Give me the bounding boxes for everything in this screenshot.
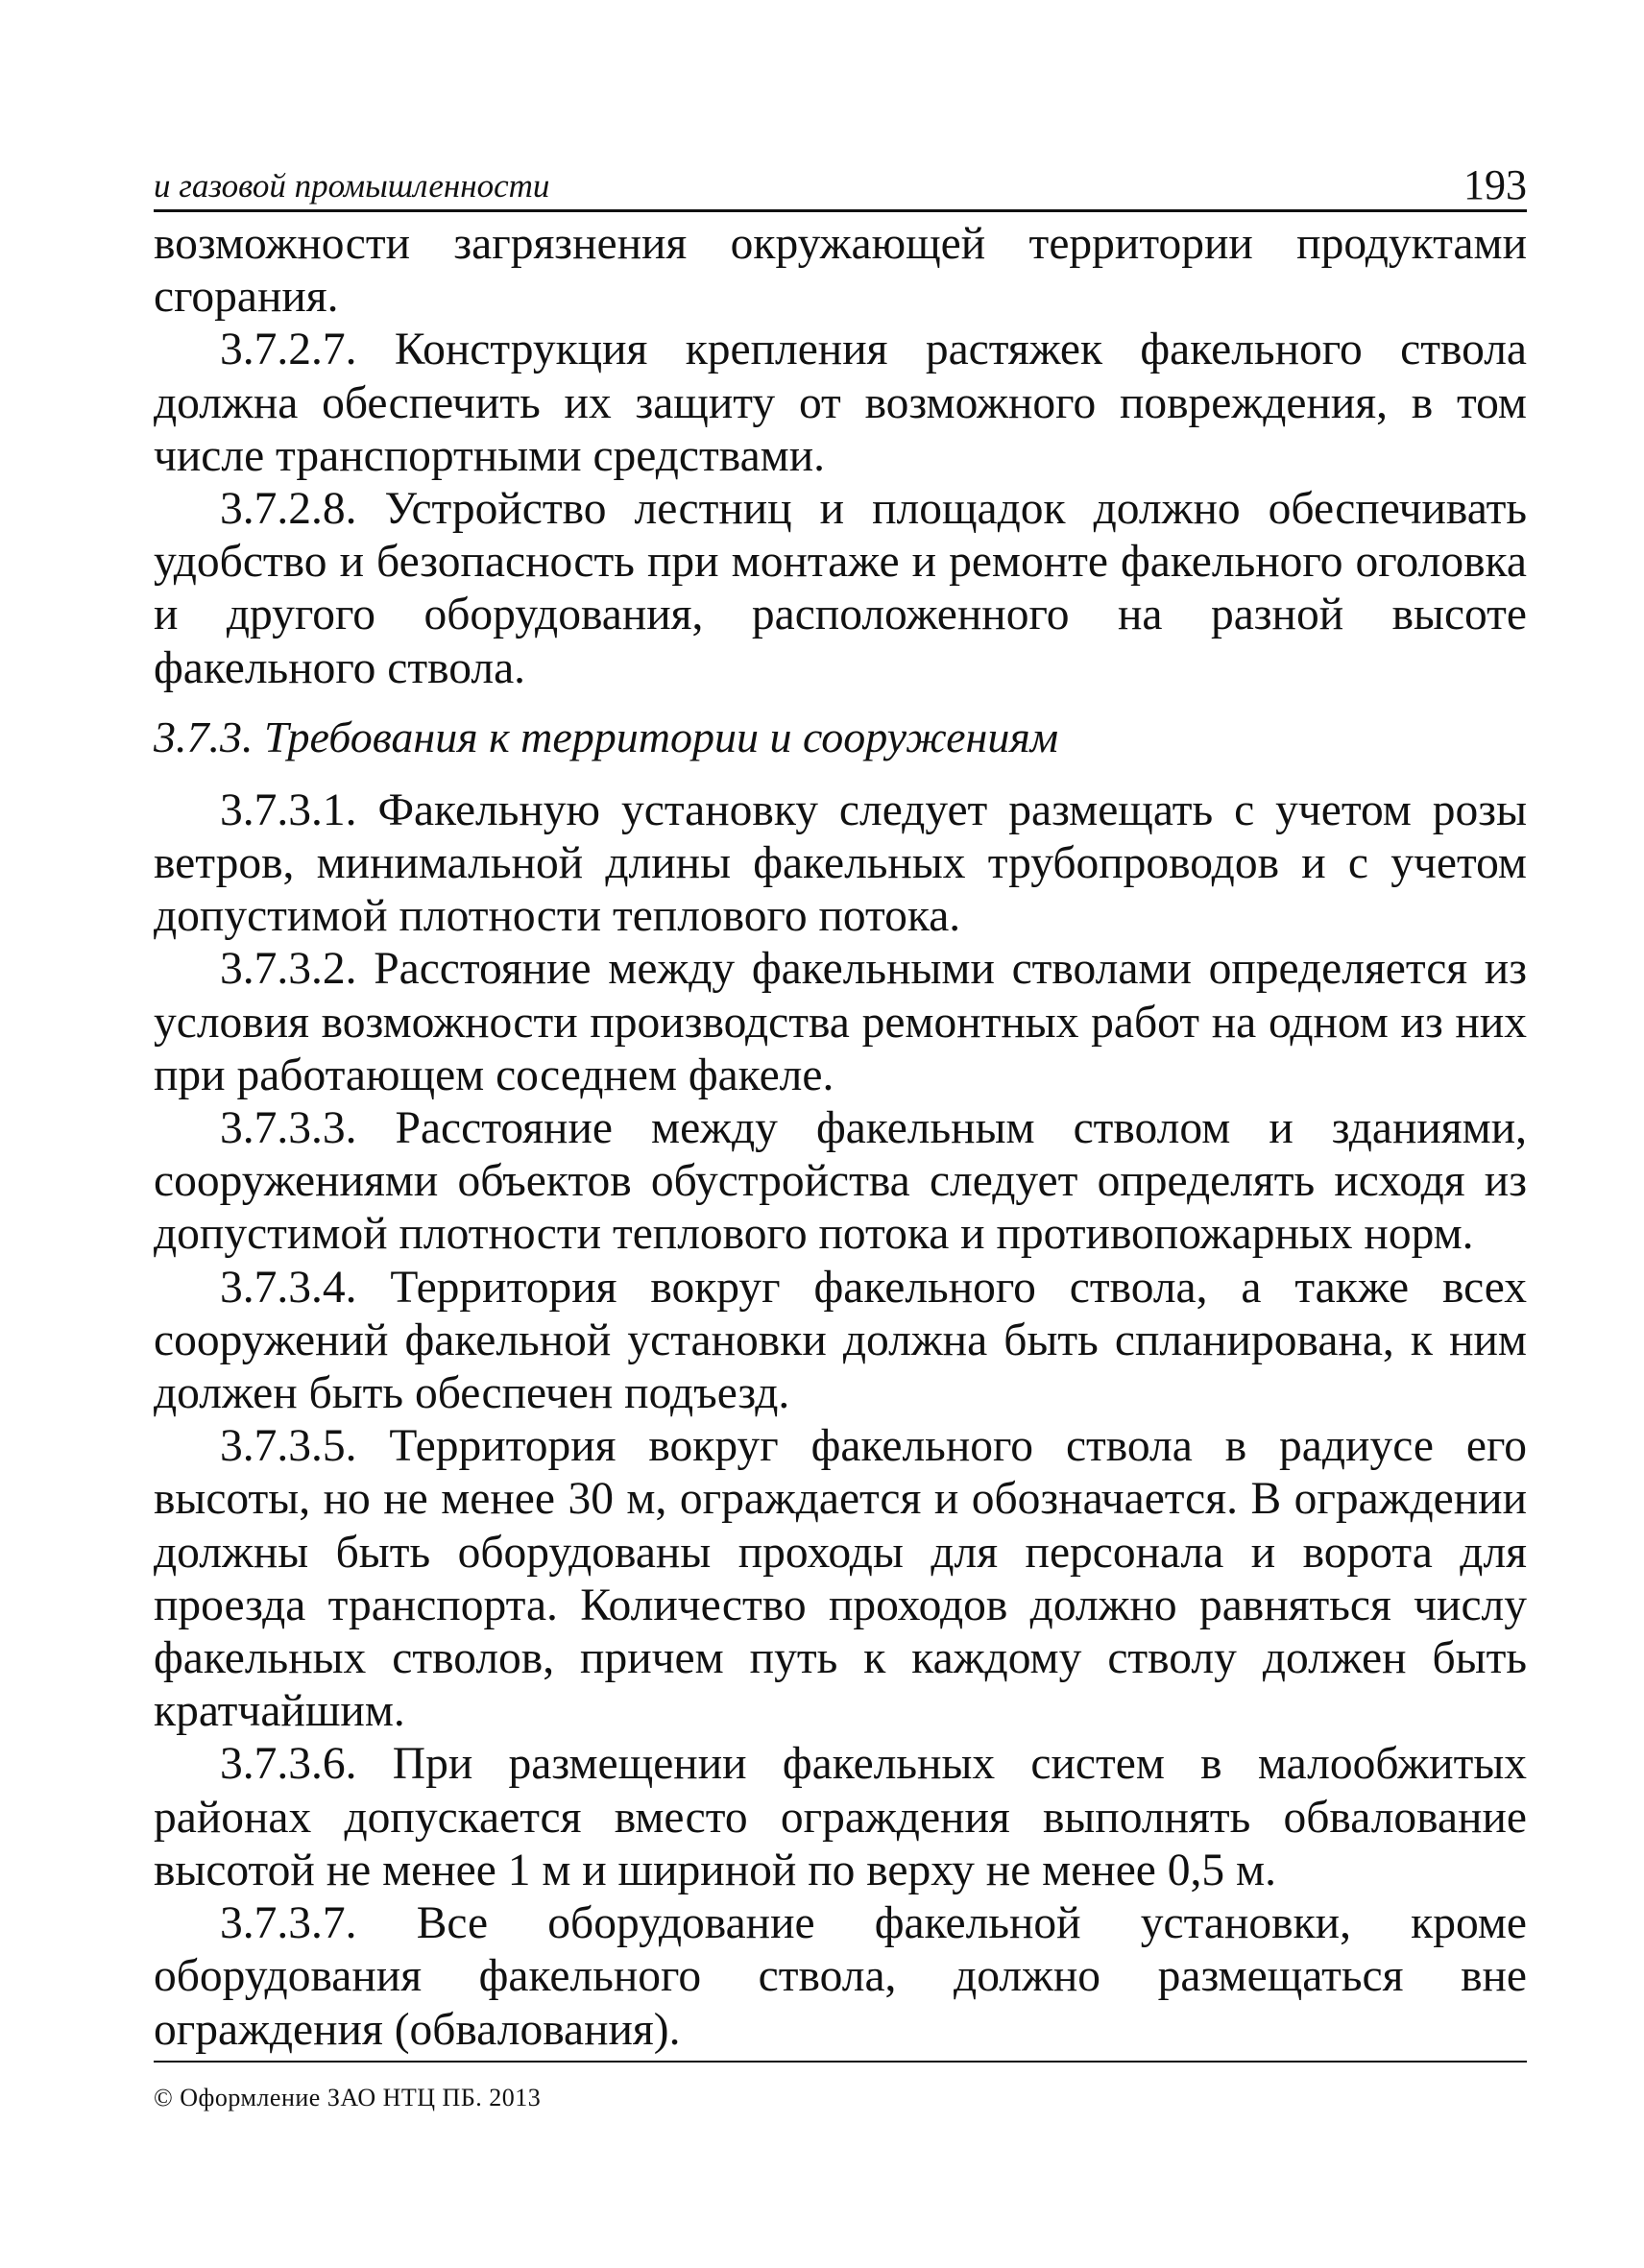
paragraph-3-7-3-1: 3.7.3.1. Факельную установку следует размещать с учетом розы ветров, минимальной длины факельных трубопроводов и с учетом допустимой плотности теплового потока. [154,784,1527,942]
document-page [154,163,1527,2057]
section-heading: 3.7.3. Требования к территории и сооружениям [154,712,1059,761]
paragraph-continuation: возможности загрязнения окружающей территории продуктами сгорания. [154,219,1527,323]
paragraph-3-7-3-2: 3.7.3.2. Расстояние между факельными стволами определяется из условия возможности производства ремонтных работ на одном из них при работающем соседнем факеле. [154,944,1527,1100]
paragraph-3-7-3-6: 3.7.3.6. При размещении факельных систем в малообжитых районах допускается вместо ограждения выполнять обвалование высотой не менее 1 м и шириной по верху не менее 0,5 м. [154,1739,1527,1895]
running-header [154,163,1527,212]
paragraph-3-7-3-4: 3.7.3.4. Территория вокруг факельного ствола, а также всех сооружений факельной установки должна быть спланирована, к ним должен быть обеспечен подъезд. [154,1262,1527,1419]
paragraph-3-7-3-7: 3.7.3.7. Все оборудование факельной установки, кроме оборудования факельного ствола, должно размещаться вне ограждения (обвалования). [154,1898,1527,2055]
copyright-notice: © Оформление ЗАО НТЦ ПБ. 2013 [154,2084,542,2111]
running-title: и газовой промышленности [154,167,550,205]
body-text [154,218,1527,2057]
paragraph-3-7-2-8: 3.7.2.8. Устройство лестниц и площадок должно обеспечивать удобство и безопасность при монтаже и ремонте факельного оголовка и другого оборудования, расположенного на разной высоте факельного ствола. [154,484,1527,693]
paragraph-3-7-3-3: 3.7.3.3. Расстояние между факельным стволом и зданиями, сооружениями объектов обустройства следует определять исходя из допустимой плотности теплового потока и противопожарных норм. [154,1103,1527,1260]
paragraph-3-7-3-5: 3.7.3.5. Территория вокруг факельного ствола в радиусе его высоты, но не менее 30 м, ограждается и обозначается. В ограждении должны быть оборудованы проходы для персонала и ворота для проезда транспорта. Количество проходов должно равняться числу факельных стволов, причем путь к каждому стволу должен быть кратчайшим. [154,1421,1527,1737]
page-number: 193 [1463,161,1527,208]
page-footer [154,2061,1527,2112]
paragraph-3-7-2-7: 3.7.2.7. Конструкция крепления растяжек факельного ствола должна обеспечить их защиту от возможного повреждения, в том числе транспортными средствами. [154,325,1527,481]
